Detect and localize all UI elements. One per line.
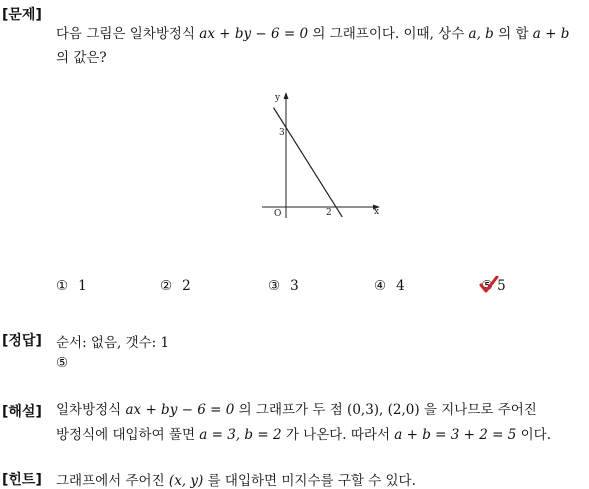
y-axis-label: y xyxy=(275,93,281,103)
answer-value: ⑤ xyxy=(56,355,69,371)
answer-info: 순서: 없음, 갯수: 1 xyxy=(56,335,170,351)
hint-text: 그래프에서 주어진 (x, y) 를 대입하면 미지수를 구할 수 있다. xyxy=(56,473,416,489)
question-text: 다음 그림은 일차방정식 ax + by − 6 = 0 의 그래프이다. 이때, 상수 a, b 의 합 a + b 의 값은? xyxy=(56,26,570,66)
question-tag: [문제] xyxy=(2,7,42,23)
choice-5[interactable]: ⑤ 5 xyxy=(481,278,506,294)
x-intercept-label: 2 xyxy=(326,208,332,218)
choice-2[interactable]: ② 2 xyxy=(160,278,191,294)
x-axis-label: x xyxy=(374,207,380,217)
graph-line xyxy=(274,108,343,217)
checkmark-icon xyxy=(479,276,499,294)
choice-3[interactable]: ③ 3 xyxy=(268,278,299,294)
equation: ax + by − 6 = 0 xyxy=(199,26,309,42)
y-intercept-label: 3 xyxy=(279,128,285,138)
y-axis-arrow xyxy=(284,92,289,99)
linear-equation-graph xyxy=(258,90,388,230)
hint-tag: [힌트] xyxy=(2,472,42,488)
answer-tag: [정답] xyxy=(2,333,42,349)
choice-4[interactable]: ④ 4 xyxy=(374,278,405,294)
explanation-tag: [해설] xyxy=(2,404,42,420)
origin-label: O xyxy=(274,209,282,219)
explanation-text: 일차방정식 ax + by − 6 = 0 의 그래프가 두 점 (0,3), (2,0) 을 지나므로 주어진 방정식에 대입하여 풀면 a = 3, b = 2 가 나온다. 따라서 a + b = 3 + 2 = 5 이다. xyxy=(56,402,552,443)
choice-1[interactable]: ① 1 xyxy=(56,278,87,294)
